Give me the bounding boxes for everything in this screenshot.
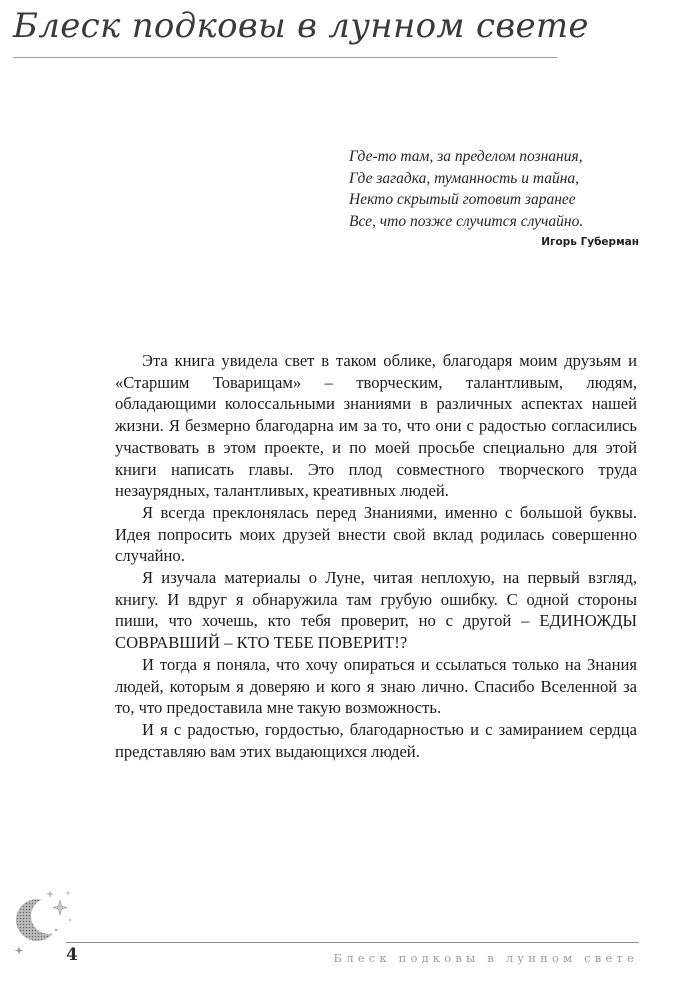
page-number: 4 xyxy=(66,945,78,965)
paragraph: Эта книга увидела свет в таком облике, благодаря моим друзьям и «Старшим Товарищам» – творческим, талантливым, людям, обладающими колоссальными знаниями в различных аспектах нашей жизни. Я безмерно благодарна им за то, что они с радостью согласились участвовать в этом проекте, и по моей просьбе специально для этой книги написать главы. Это плод совместного творческого труда незаурядных, талантливых, креативных людей. xyxy=(115,351,637,501)
paragraph: И тогда я поняла, что хочу опираться и ссылаться только на Знания людей, которым я доверяю и кого я знаю лично. Спасибо Вселенной за то, что предоставила мне такую возможность. xyxy=(115,654,637,718)
book-title: Блеск подковы в лунном свете xyxy=(13,6,589,46)
running-title: Блеск подковы в лунном свете xyxy=(333,951,638,965)
epigraph-line: Некто скрытый готовит заранее xyxy=(349,191,576,208)
epigraph-line: Где загадка, туманность и тайна, xyxy=(349,169,580,187)
epigraph-line: Где-то там, за пределом познания, xyxy=(349,148,583,165)
title-divider xyxy=(13,57,557,58)
epigraph-line: Все, что позже случится случайно. xyxy=(349,212,584,230)
paragraph: Я изучала материалы о Луне, читая неплохую, на первый взгляд, книгу. И вдруг я обнаружила там грубую ошибку. С одной стороны пиши, что хочешь, кто тебя проверит, но с другой – ЕДИНОЖДЫ СОВРАВШИЙ – КТО ТЕБЕ ПОВЕРИТ!? xyxy=(115,568,637,653)
footer-divider xyxy=(66,942,639,943)
body-text xyxy=(115,350,637,762)
paragraph: И я с радостью, гордостью, благодарностью и с замиранием сердца представляю вам этих выдающихся людей. xyxy=(115,719,637,761)
epigraph-author: Игорь Губерман xyxy=(541,236,639,248)
epigraph xyxy=(349,146,639,250)
paragraph: Я всегда преклонялась перед Знаниями, именно с большой буквы. Идея попросить моих друзей внести свой вклад родилась совершенно случайно. xyxy=(115,502,637,566)
